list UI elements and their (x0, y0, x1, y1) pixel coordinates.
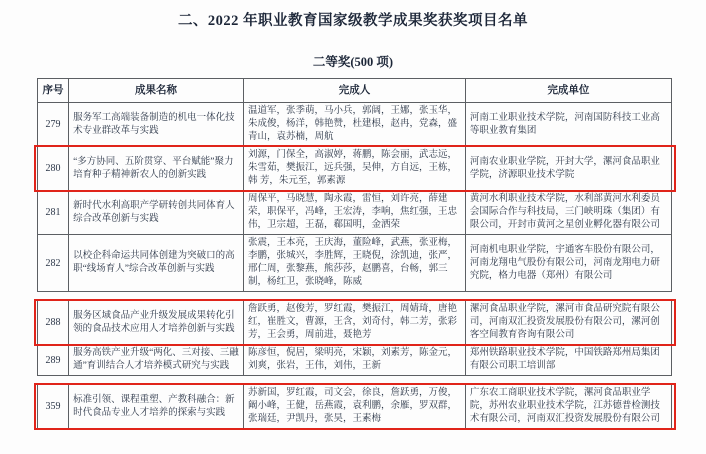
completing-units-cell: 河南工业职业技术学院，河南国防科技工业高等职业教育集团 (466, 103, 672, 146)
completing-units-cell: 漯河食品职业学院，漯河市食品研究院有限公司，河南双汇投资发展股份有限公司，漯河创客空间教育咨询有限公司 (466, 301, 672, 344)
award-table (37, 78, 672, 429)
completers-cell: 张震，王本亮，王庆海，董险峰，武燕，张亚梅，李鹏，张城兴，李胜辉，王晓倪，涂凯迪，张严，邢仁周，张黎燕，熊莎莎，赵鹏喜，台畅，郭三制，杨红卫，张晓峰，陈威 (244, 235, 466, 291)
completing-units-cell: 黄河水利职业技术学院，水利部黄河水利委员会国际合作与科技局，三门峡明珠（集团）有限公司，开封市黄河之星创业孵化器有限公司 (466, 191, 672, 234)
completers-cell: 温道军，张季萌，马小兵，郭阔，王娜，张玉华，朱成俊，杨洋，韩艳赞，杜建根，赵冉，党森，盛青山，袁苏楠，周航 (244, 103, 466, 146)
header-serial-number: 序号 (38, 79, 69, 102)
table-row (37, 103, 672, 147)
table-body (37, 103, 672, 429)
completing-units-cell: 河南机电职业学院，宇通客车股份有限公司，河南龙翔电气股份有限公司，河南龙翔电力研究院，格力电器（郑州）有限公司 (466, 235, 672, 291)
completing-units-cell: 河南农业职业学院，开封大学，漯河食品职业学院，济源职业技术学院 (466, 147, 672, 190)
achievement-name-cell: 服务军工高端装备制造的机电一体化技术专业群改革与实践 (69, 103, 244, 146)
achievement-name-cell: 标准引领、课程重塑、产教科融合：新时代食品专业人才培养的探索与实践 (69, 385, 244, 428)
table-row (37, 300, 672, 345)
table-row (37, 147, 672, 191)
page-subtitle: 二等奖(500 项) (312, 55, 394, 69)
completing-units-cell: 郑州铁路职业技术学院，中国铁路郑州局集团有限公司职工培训部 (466, 345, 672, 375)
serial-number-cell: 280 (38, 147, 69, 190)
table-row (37, 191, 672, 235)
table-row (37, 384, 672, 429)
table-row (37, 345, 672, 376)
achievement-name-cell: 以校企科命运共同体创建为突破口的高职“线场育人”综合改革创新与实践 (69, 235, 244, 291)
completers-cell: 周保平，马晓慧，陶永霞，雷恒，刘许亮，薛建荣，职保平，冯峰，王宏涛，李响，焦红强，王忠伟，卫宗超，王磊，郗国明，金洒荣 (244, 191, 466, 234)
header-completers: 完成人 (244, 79, 466, 102)
achievement-name-cell: 服务高铁产业升级“两化、三对接、三融通”育训结合人才培养模式研究与实践 (69, 345, 244, 375)
serial-number-cell: 282 (38, 235, 69, 291)
achievement-name-cell: 服务区域食品产业升级发展成果转化引领的食品技术应用人才培养创新与实践 (69, 301, 244, 344)
header-completing-units: 完成单位 (466, 79, 672, 102)
table-row (37, 235, 672, 292)
completers-cell: 苏新国，罗红霞，司文会，徐良，詹跃勇，万俊，阚小峰，王健，岳燕霞，袁利鹏，余雁，罗双群，张瑞廷，尹凯丹，张昊，王素梅 (244, 385, 466, 428)
achievement-name-cell: 新时代水利高职产学研转创共同体育人综合改革创新与实践 (69, 191, 244, 234)
completing-units-cell: 广东农工商职业技术学院，漯河食品职业学院，苏州农业职业技术学院，江苏德普检测技术有限公司，河南双汇投资发展股份有限公司 (466, 385, 672, 428)
table-header-row (37, 78, 672, 103)
completers-cell: 刘源，门保全，高淑婷，蒋鹏，陈会丽，武志远，朱雪茹，樊振江，远兵强，吴伸，方自远，王栋，韩 芳，朱元至，郭素源 (244, 147, 466, 190)
serial-number-cell: 289 (38, 345, 69, 375)
header-achievement-name: 成果名称 (69, 79, 244, 102)
serial-number-cell: 281 (38, 191, 69, 234)
achievement-name-cell: “多方协同、五阶贯穿、平台赋能”聚力培育种子精神新农人的创新实践 (69, 147, 244, 190)
serial-number-cell: 279 (38, 103, 69, 146)
serial-number-cell: 288 (38, 301, 69, 344)
serial-number-cell: 359 (38, 385, 69, 428)
page-title: 二、2022 年职业教育国家级教学成果奖获奖项目名单 (177, 13, 529, 29)
completers-cell: 詹跃勇，赵俊芳，罗红霞，樊振江，周婧琦，唐艳红，崔胜文，曹源，王含，刘奇付，韩二芳，张彩芳，王会勇，周前进，聂艳芳 (244, 301, 466, 344)
completers-cell: 陈彦恒，倪居，梁明亮，宋颖，刘素芳，陈金元，刘爽，张岩，王伟，刘伟，王新 (244, 345, 466, 375)
